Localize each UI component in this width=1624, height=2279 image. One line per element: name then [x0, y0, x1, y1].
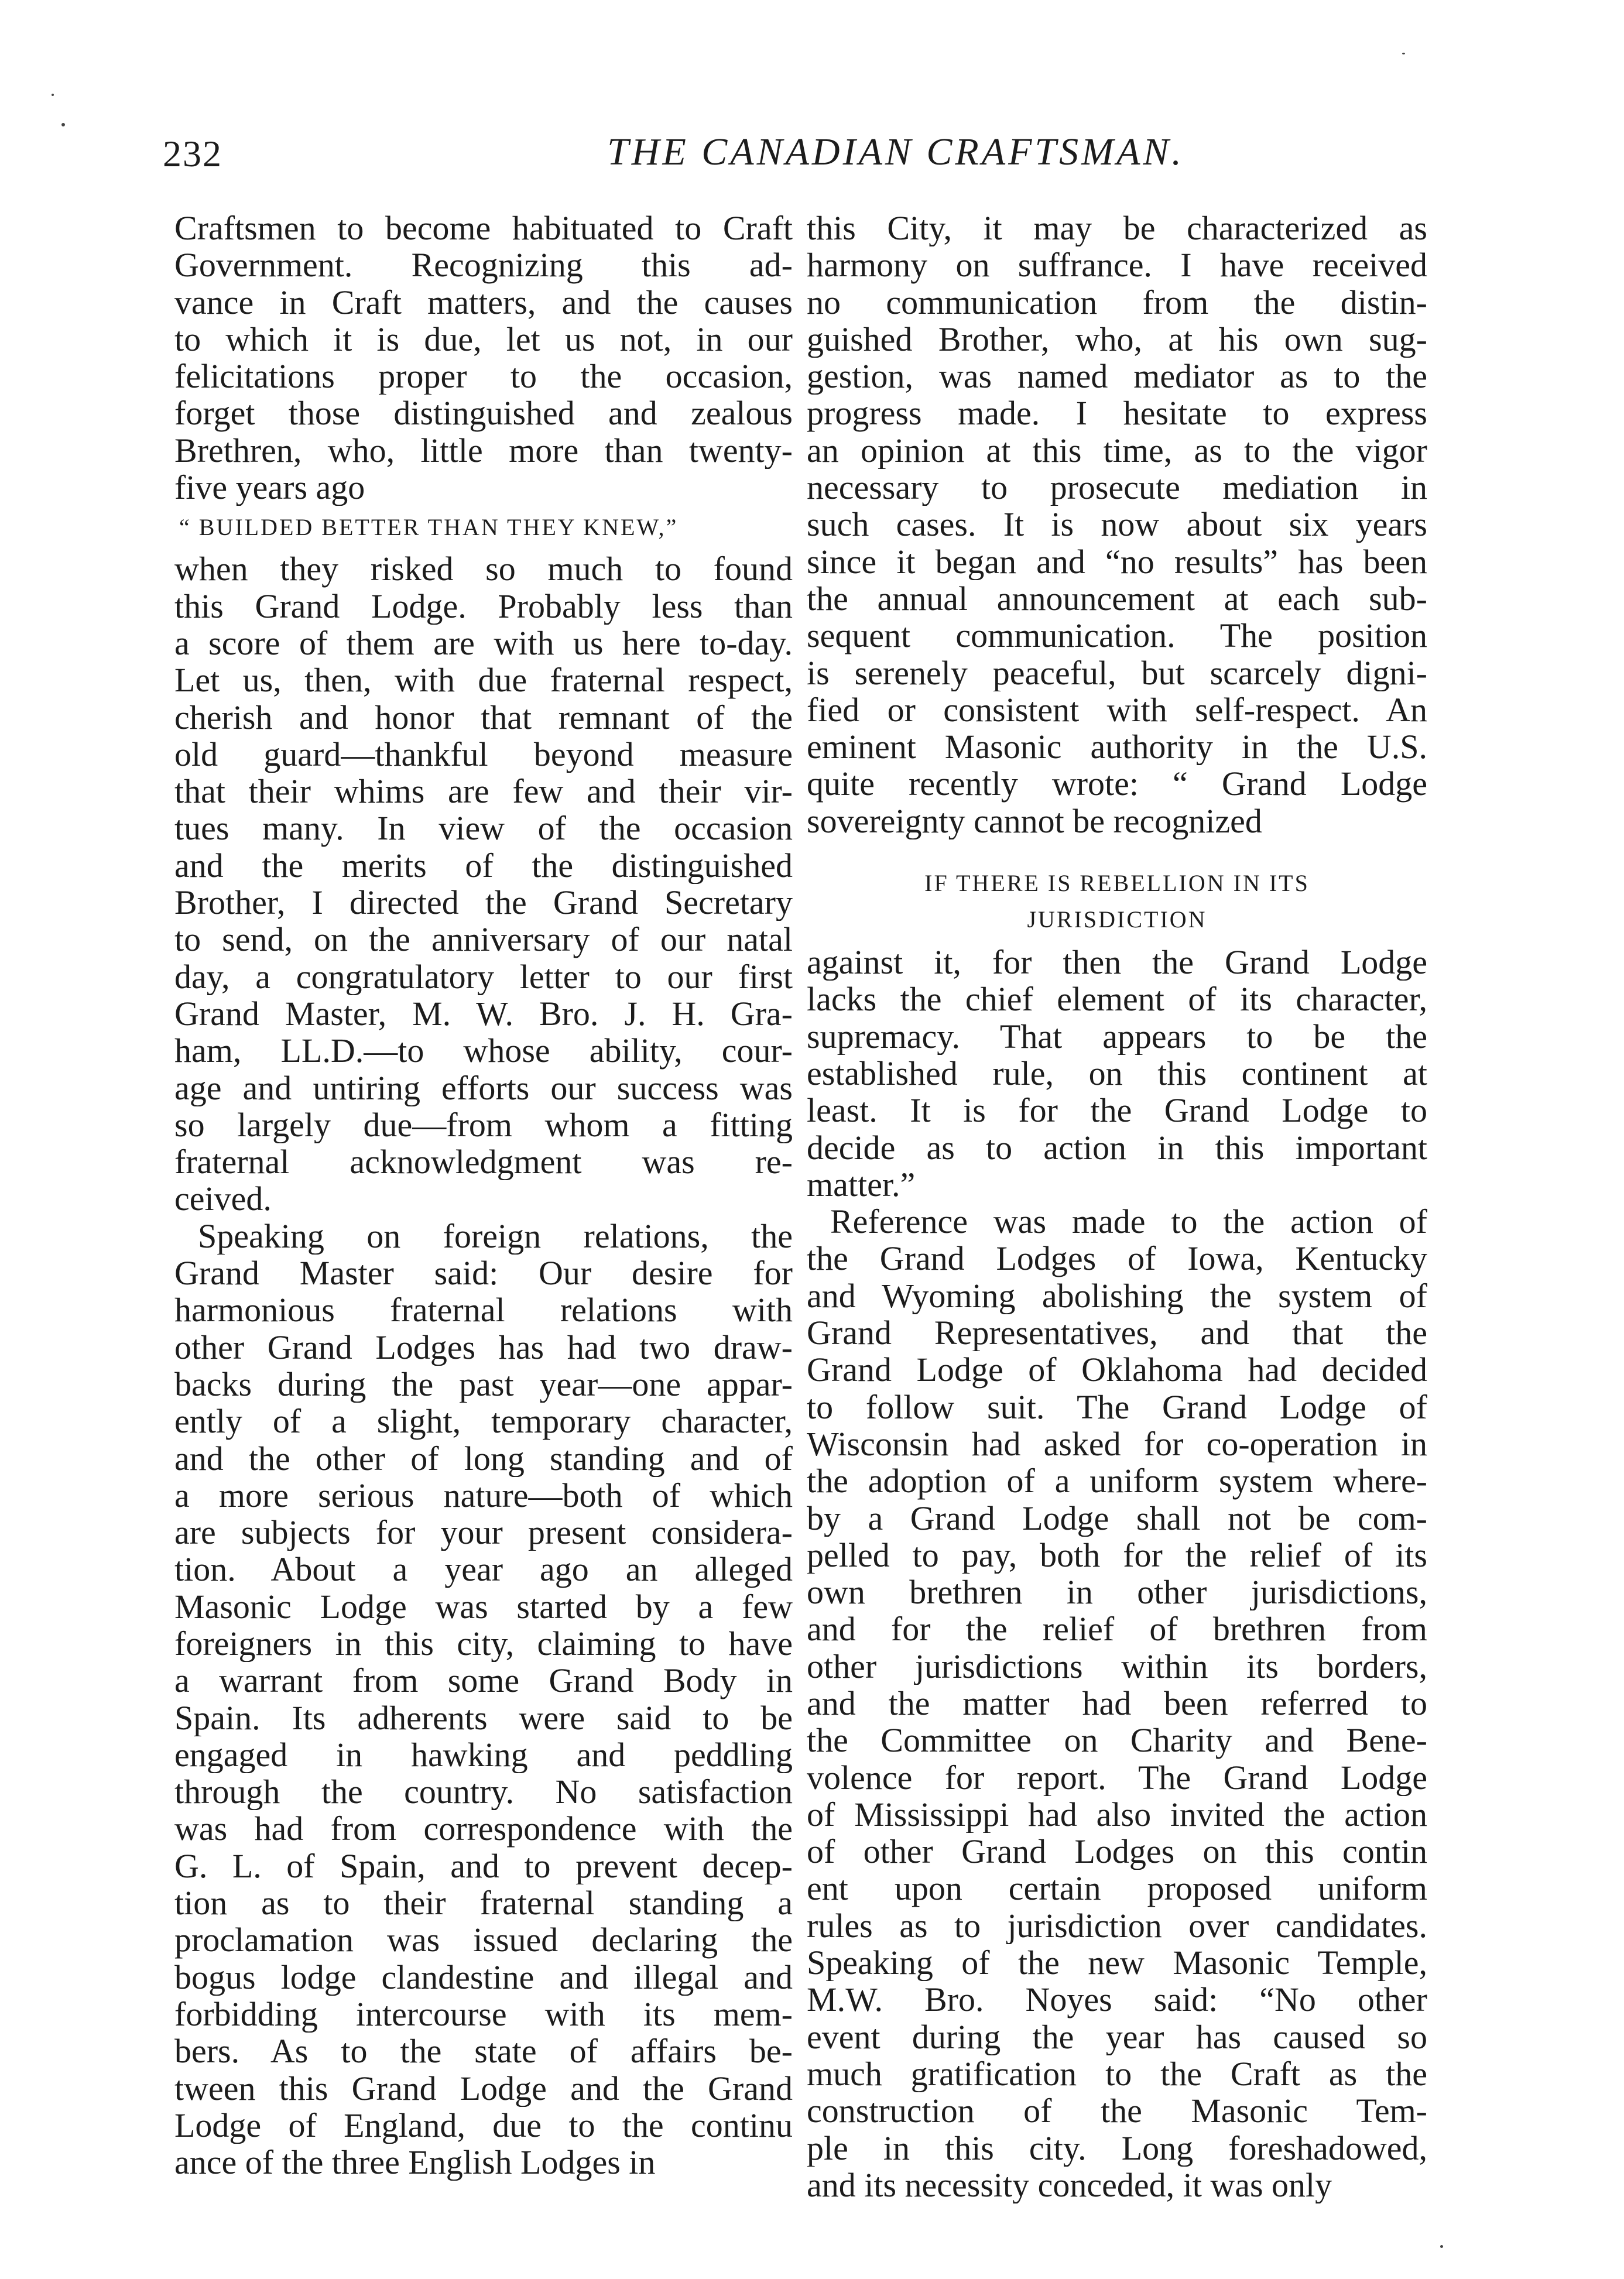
text-line: M.W. Bro. Noyes said: “No other — [807, 1981, 1427, 2018]
text-line: other jurisdictions within its borders, — [807, 1647, 1427, 1685]
text-line: was had from correspondence with the — [174, 1810, 793, 1848]
text-line: foreigners in this city, claiming to have — [174, 1625, 793, 1663]
text-line: five years ago — [174, 469, 365, 506]
text-line: an opinion at this time, as to the vigor — [807, 431, 1427, 469]
text-line: Wisconsin had asked for co-operation in — [807, 1425, 1427, 1463]
text-line: eminent Masonic authority in the U.S. — [807, 728, 1427, 766]
text-line: ently of a slight, temporary character, — [174, 1403, 793, 1440]
text-line: to which it is due, let us not, in our — [174, 320, 793, 358]
text-line: harmonious fraternal relations with — [174, 1291, 793, 1329]
left-paragraph-3 — [174, 1218, 793, 2181]
text-line: own brethren in other jurisdictions, — [807, 1574, 1427, 1611]
text-line: decide as to action in this important — [807, 1129, 1427, 1166]
text-line: sequent communication. The position — [807, 617, 1427, 654]
text-line: and the merits of the distinguished — [174, 847, 793, 885]
text-line: and the matter had been referred to — [807, 1684, 1427, 1722]
text-line: rules as to jurisdiction over candidates. — [807, 1907, 1427, 1945]
text-line: the Committee on Charity and Bene- — [807, 1722, 1427, 1759]
text-line: fraternal acknowledgment was re- — [174, 1143, 793, 1181]
text-line: much gratification to the Craft as the — [807, 2055, 1427, 2093]
text-line: by a Grand Lodge shall not be com- — [807, 1499, 1427, 1537]
text-line: is serenely peaceful, but scarcely digni- — [807, 654, 1427, 691]
text-line: matter.” — [807, 1166, 916, 1204]
scan-speck — [61, 123, 65, 126]
text-line: sovereignty cannot be recognized — [807, 802, 1262, 840]
text-line: harmony on suffrance. I have received — [807, 246, 1427, 284]
text-line: Grand Master said: Our desire for — [174, 1255, 793, 1292]
text-line: proclamation was issued declaring the — [174, 1921, 793, 1959]
text-line: Speaking of the new Masonic Temple, — [807, 1944, 1427, 1982]
text-line: progress made. I hesitate to express — [807, 395, 1427, 432]
text-line: to send, on the anniversary of our natal — [174, 921, 793, 958]
left-paragraph-1 — [174, 210, 793, 506]
text-line: tues many. In view of the occasion — [174, 810, 793, 847]
left-column — [174, 210, 793, 2181]
text-line: the adoption of a uniform system where- — [807, 1462, 1427, 1500]
text-line: day, a congratulatory letter to our first — [174, 958, 793, 995]
text-line: lacks the chief element of its character, — [807, 981, 1427, 1018]
text-line: felicitations proper to the occasion, — [174, 358, 793, 395]
left-paragraph-2 — [174, 550, 793, 1217]
scan-speck — [52, 94, 54, 96]
text-line: other Grand Lodges has had two draw- — [174, 1328, 793, 1366]
text-line: and the other of long standing and of — [174, 1440, 793, 1477]
text-line: quite recently wrote: “ Grand Lodge — [807, 765, 1427, 803]
text-line: Grand Lodge of Oklahoma had decided — [807, 1351, 1427, 1389]
text-line: that their whims are few and their vir- — [174, 773, 793, 810]
text-line: Let us, then, with due fraternal respect, — [174, 662, 793, 699]
text-line: ent upon certain proposed uniform — [807, 1870, 1427, 1907]
text-line: to follow suit. The Grand Lodge of — [807, 1388, 1427, 1425]
section-heading-rebellion-line-2: JURISDICTION — [1027, 906, 1207, 933]
text-line: guished Brother, who, at his own sug- — [807, 320, 1427, 358]
text-line: Lodge of England, due to the continu — [174, 2106, 793, 2144]
text-line: pelled to pay, both for the relief of its — [807, 1536, 1427, 1574]
page-number: 232 — [163, 133, 222, 174]
running-title: THE CANADIAN CRAFTSMAN. — [607, 131, 1184, 173]
right-paragraph-3 — [807, 1203, 1427, 2203]
text-line: construction of the Masonic Tem- — [807, 2092, 1427, 2130]
text-line: engaged in hawking and peddling — [174, 1736, 793, 1774]
scan-speck — [1402, 53, 1405, 54]
text-line: fied or consistent with self-respect. An — [807, 691, 1427, 729]
text-line: of other Grand Lodges on this contin — [807, 1833, 1427, 1870]
text-line: and for the relief of brethren from — [807, 1610, 1427, 1648]
text-line: the Grand Lodges of Iowa, Kentucky — [807, 1240, 1427, 1277]
text-line: since it began and “no results” has been — [807, 543, 1427, 580]
text-line: tion. About a year ago an alleged — [174, 1551, 793, 1588]
text-line: Brethren, who, little more than twenty- — [174, 431, 793, 469]
text-line: this Grand Lodge. Probably less than — [174, 587, 793, 625]
text-line: vance in Craft matters, and the causes — [174, 283, 793, 321]
text-line: old guard—thankful beyond measure — [174, 735, 793, 773]
text-line: ple in this city. Long foreshadowed, — [807, 2129, 1427, 2167]
right-paragraph-2 — [807, 944, 1427, 1203]
text-line: a score of them are with us here to-day. — [174, 624, 793, 662]
text-line: tion as to their fraternal standing a — [174, 1884, 793, 1922]
text-line: and Wyoming abolishing the system of — [807, 1277, 1427, 1315]
text-line: of Mississippi had also invited the action — [807, 1795, 1427, 1834]
text-line: this City, it may be characterized as — [807, 210, 1427, 247]
text-line: Grand Master, M. W. Bro. J. H. Gra- — [174, 995, 793, 1033]
text-line: Spain. Its adherents were said to be — [174, 1699, 793, 1736]
text-line: are subjects for your present considera- — [174, 1514, 793, 1551]
text-line: Grand Representatives, and that the — [807, 1314, 1427, 1352]
text-line: backs during the past year—one appar- — [174, 1365, 793, 1403]
text-line: G. L. of Spain, and to prevent decep- — [174, 1847, 793, 1885]
text-line: gestion, was named mediator as to the — [807, 358, 1427, 395]
text-line: least. It is for the Grand Lodge to — [807, 1092, 1427, 1129]
text-line: Speaking on foreign relations, the — [198, 1217, 793, 1255]
text-line: Masonic Lodge was started by a few — [174, 1588, 793, 1625]
text-line: tween this Grand Lodge and the Grand — [174, 2069, 793, 2107]
text-line: cherish and honor that remnant of the — [174, 698, 793, 736]
text-line: Brother, I directed the Grand Secretary — [174, 884, 793, 921]
text-line: established rule, on this continent at — [807, 1054, 1427, 1092]
text-line: volence for report. The Grand Lodge — [807, 1759, 1427, 1796]
text-line: so largely due—from whom a fitting — [174, 1106, 793, 1144]
text-line: against it, for then the Grand Lodge — [807, 944, 1427, 981]
text-line: bogus lodge clandestine and illegal and — [174, 1958, 793, 1996]
text-line: age and untiring efforts our success was — [174, 1069, 793, 1106]
text-line: forbidding intercourse with its mem- — [174, 1995, 793, 2033]
text-line: ham, LL.D.—to whose ability, cour- — [174, 1032, 793, 1070]
text-line: Reference was made to the action of — [830, 1203, 1427, 1240]
text-line: Government. Recognizing this ad- — [174, 246, 793, 284]
right-column — [807, 210, 1427, 2203]
text-line: event during the year has caused so — [807, 2018, 1427, 2055]
text-line: ance of the three English Lodges in — [174, 2144, 656, 2181]
text-line: Craftsmen to become habituated to Craft — [174, 210, 793, 247]
text-line: the annual announcement at each sub- — [807, 580, 1427, 618]
right-paragraph-1 — [807, 210, 1427, 839]
text-line: and its necessity conceded, it was only — [807, 2166, 1332, 2204]
text-line: forget those distinguished and zealous — [174, 395, 793, 432]
scan-speck — [1440, 2245, 1443, 2248]
text-line: bers. As to the state of affairs be- — [174, 2033, 793, 2070]
text-line: ceived. — [174, 1180, 272, 1218]
text-line: supremacy. That appears to be the — [807, 1017, 1427, 1055]
text-line: through the country. No satisfaction — [174, 1773, 793, 1811]
section-heading-rebellion-line-1: IF THERE IS REBELLION IN ITS — [924, 870, 1310, 897]
text-line: when they risked so much to found — [174, 550, 793, 588]
text-line: such cases. It is now about six years — [807, 506, 1427, 543]
text-line: necessary to prosecute mediation in — [807, 469, 1427, 506]
text-line: a warrant from some Grand Body in — [174, 1662, 793, 1699]
text-line: no communication from the distin- — [807, 283, 1427, 321]
section-heading-builded-better: “ BUILDED BETTER THAN THEY KNEW,” — [179, 514, 679, 541]
text-line: a more serious nature—both of which — [174, 1476, 793, 1514]
